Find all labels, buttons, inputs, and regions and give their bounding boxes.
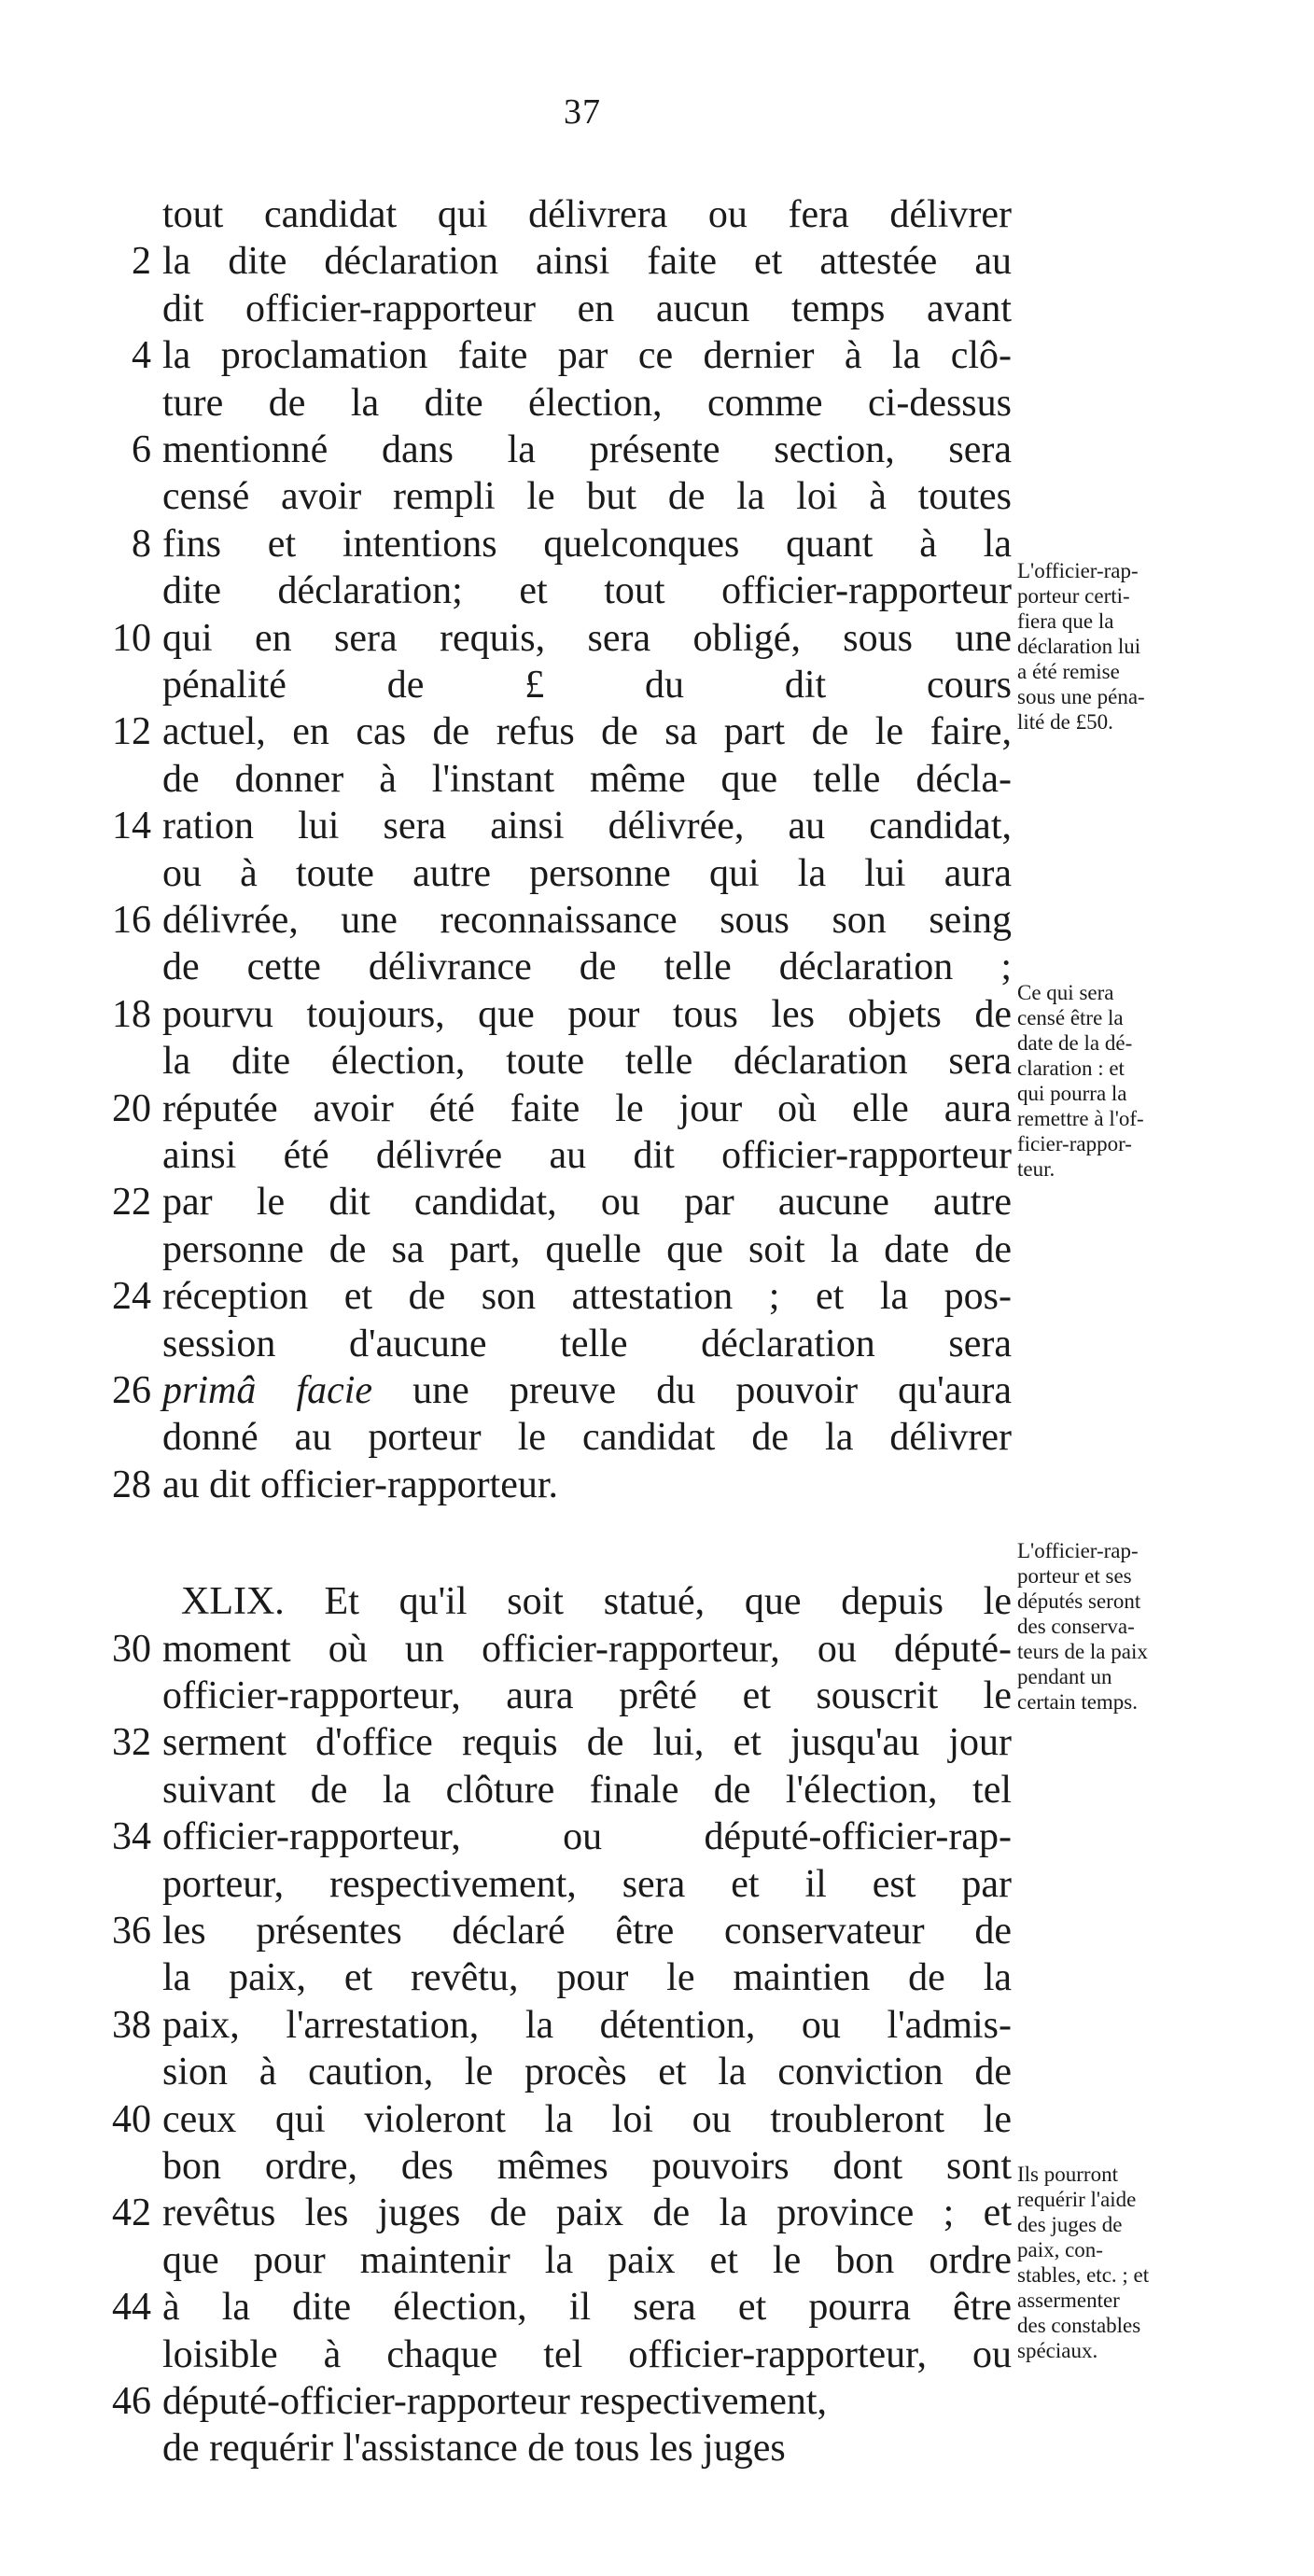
text-line [78,756,1012,803]
text-line [78,1719,1012,1766]
text-line [78,803,1012,849]
line-number: 28 [112,1463,151,1506]
text-line [78,1226,1012,1273]
text-line [78,1908,1012,1954]
line-number: 12 [112,710,151,754]
text-line [78,944,1012,990]
line-text: dit officier-rapporteur en aucun temps avant [162,287,1012,330]
text-line [78,2378,1012,2425]
note-line: pendant un [1017,1665,1112,1688]
text-line [78,286,1012,332]
text-line [78,615,1012,662]
note-line: députés seront [1017,1589,1141,1613]
note-line: certain temps. [1017,1690,1139,1714]
line-text: officier-rapporteur, aura prêté et souscrit le [162,1674,1012,1717]
text-line [78,1132,1012,1179]
text-line [78,2237,1012,2284]
line-text: pénalité de £ du dit cours [162,664,1012,707]
line-text: actuel, en cas de refus de sa part de le faire, [162,710,1012,754]
text-line [78,2425,1012,2471]
text-line [78,2049,1012,2095]
text-line [78,662,1012,708]
text-line [78,2284,1012,2331]
note-line: qui pourra la [1017,1082,1127,1105]
line-number: 26 [112,1369,151,1412]
note-line: date de la dé- [1017,1031,1133,1055]
note-line: teur. [1017,1157,1055,1181]
line-number: 16 [112,899,151,942]
line-text: que pour maintenir la paix et le bon ordre [162,2238,1012,2282]
line-text: XLIX. Et qu'il soit statué, que depuis le [181,1580,1012,1624]
line-text: à la dite élection, il sera et pourra être [162,2286,1012,2330]
line-number: 18 [112,992,151,1036]
line-number: 4 [132,334,151,378]
line-text: personne de sa part, quelle que soit la date de [162,1227,1012,1271]
note-line: sous une péna- [1017,685,1145,708]
italic-phrase: primâ facie [162,1369,373,1412]
note-line: lité de £50. [1017,710,1113,734]
text-line [78,2190,1012,2236]
note-line: porteur certi- [1017,584,1130,608]
line-number: 14 [112,805,151,848]
line-text: bon ordre, des mêmes pouvoirs dont sont [162,2145,1012,2188]
note-line: claration : et [1017,1057,1125,1080]
line-text: réputée avoir été faite le jour où elle aura [162,1086,1012,1130]
text-line [78,2096,1012,2143]
line-text: mentionné dans la présente section, sera [162,428,1012,471]
line-text: ration lui sera ainsi délivrée, au candidat, [162,805,1012,848]
note-line: paix, con- [1017,2238,1103,2261]
text-line [78,991,1012,1038]
note-line: teurs de la paix [1017,1640,1148,1663]
text-line [78,332,1012,379]
line-text: ture de la dite élection, comme ci-dessus [162,381,1012,425]
text-line [78,2143,1012,2190]
note-line: L'officier-rap- [1017,559,1139,582]
text-line [78,1273,1012,1320]
text-line [78,191,1012,238]
line-text: censé avoir rempli le but de la loi à toutes [162,475,1012,519]
note-line: stables, etc. ; et [1017,2263,1150,2287]
text-line [78,1038,1012,1085]
text-line [78,1462,1012,1508]
text-line [78,1367,1012,1414]
line-text: session d'aucune telle déclaration sera [162,1322,1012,1365]
line-number: 36 [112,1910,151,1953]
line-number: 24 [112,1275,151,1319]
line-number: 22 [112,1181,151,1225]
note-line: spéciaux. [1017,2339,1098,2362]
text-line [78,380,1012,427]
note-line: a été remise [1017,660,1120,683]
line-number: 2 [132,240,151,284]
line-text: les présentes déclaré être conservateur de [162,1910,1012,1953]
line-text: revêtus les juges de paix de la province ; et [162,2191,1012,2235]
line-number: 42 [112,2191,151,2235]
line-number: 44 [112,2286,151,2330]
line-text: pourvu toujours, que pour tous les objets de [162,992,1012,1036]
text-line [78,708,1012,755]
note-line: déclaration lui [1017,635,1141,658]
margin-note-conservators [1017,1538,1251,1715]
line-text: porteur, respectivement, sera et il est par [162,1862,1012,1906]
margin-note-declaration-date [1017,980,1251,1182]
line-text: primâ facie une preuve du pouvoir qu'aura [162,1369,1013,1412]
text-line [78,1085,1012,1132]
line-number: 32 [112,1721,151,1765]
note-line: des constables [1017,2314,1141,2337]
line-text: de donner à l'instant même que telle décla- [162,757,1012,801]
line-number: 30 [112,1627,151,1671]
line-text: au dit officier-rapporteur. [162,1463,559,1506]
line-text: la proclamation faite par ce dernier à la clô- [162,334,1012,378]
note-line: assermenter [1017,2289,1120,2312]
text-line [78,427,1012,473]
line-text: de requérir l'assistance de tous les juges [162,2427,786,2471]
line-text: loisible à chaque tel officier-rapporteur, ou [162,2332,1012,2376]
line-number: 38 [112,2003,151,2047]
text-line [78,1578,1012,1625]
note-line: fiera que la [1017,609,1114,633]
text-line [78,521,1012,567]
text-line [78,473,1012,520]
text-line [78,1954,1012,2001]
margin-note-justices-aid [1017,2162,1251,2363]
note-line: porteur et ses [1017,1564,1132,1588]
line-text: moment où un officier-rapporteur, ou député- [162,1627,1012,1671]
line-text: de cette délivrance de telle déclaration ; [162,945,1012,989]
text-line [78,1414,1012,1461]
line-text: suivant de la clôture finale de l'élection, tel [162,1768,1012,1812]
line-text: par le dit candidat, ou par aucune autre [162,1181,1012,1225]
line-text: député-officier-rapporteur respectivement, [162,2380,828,2423]
text-line [78,1179,1012,1225]
note-line: ficier-rappor- [1017,1132,1132,1155]
line-text: la dite élection, toute telle déclaration sera [162,1040,1012,1084]
line-text: paix, l'arrestation, la détention, ou l'admis- [162,2003,1012,2047]
line-text: sion à caution, le procès et la conviction de [162,2051,1012,2094]
note-line: L'officier-rap- [1017,1539,1139,1562]
line-text: donné au porteur le candidat de la délivrer [162,1416,1012,1460]
line-number: 20 [112,1086,151,1130]
line-text: dite déclaration; et tout officier-rapporteur [162,569,1012,613]
text-line [78,2331,1012,2378]
page-number: 37 [564,92,601,132]
text-line [78,897,1012,944]
note-line: des juges de [1017,2213,1123,2236]
note-line: Ce qui sera [1017,981,1114,1004]
line-text: réception et de son attestation ; et la pos- [162,1275,1012,1319]
text-line [78,1861,1012,1908]
line-text: ainsi été délivrée au dit officier-rapporteur [162,1134,1012,1177]
line-number: 10 [112,616,151,660]
text-line [78,1626,1012,1673]
line-text: officier-rapporteur, ou député-officier-rap- [162,1815,1012,1859]
note-line: des conserva- [1017,1615,1135,1638]
line-text: délivrée, une reconnaissance sous son seing [162,899,1012,942]
note-line: remettre à l'of- [1017,1107,1144,1130]
note-line: Ils pourront [1017,2163,1118,2186]
line-text: la dite déclaration ainsi faite et attestée au [162,240,1012,284]
text-line [78,567,1012,614]
line-text: ou à toute autre personne qui la lui aura [162,851,1012,895]
line-number: 34 [112,1815,151,1859]
text-line [78,238,1012,285]
text-line [78,1767,1012,1813]
text-line [78,1321,1012,1367]
text-line [78,1813,1012,1860]
line-text: serment d'office requis de lui, et jusqu'au jour [162,1721,1012,1765]
line-text: fins et intentions quelconques quant à la [162,522,1012,566]
text-line [78,850,1012,897]
note-line: requérir l'aide [1017,2188,1137,2211]
note-line: censé être la [1017,1006,1124,1029]
margin-note-certification [1017,558,1251,735]
line-number: 40 [112,2097,151,2141]
text-line [78,1673,1012,1719]
line-text: qui en sera requis, sera obligé, sous une [162,616,1012,660]
line-number: 8 [132,522,151,566]
line-text: tout candidat qui délivrera ou fera délivrer [162,193,1012,236]
line-text: la paix, et revêtu, pour le maintien de la [162,1956,1012,2000]
text-line [78,2002,1012,2049]
line-text: ceux qui violeront la loi ou troubleront le [162,2097,1012,2141]
line-number: 46 [112,2380,151,2423]
line-number: 6 [132,428,151,471]
